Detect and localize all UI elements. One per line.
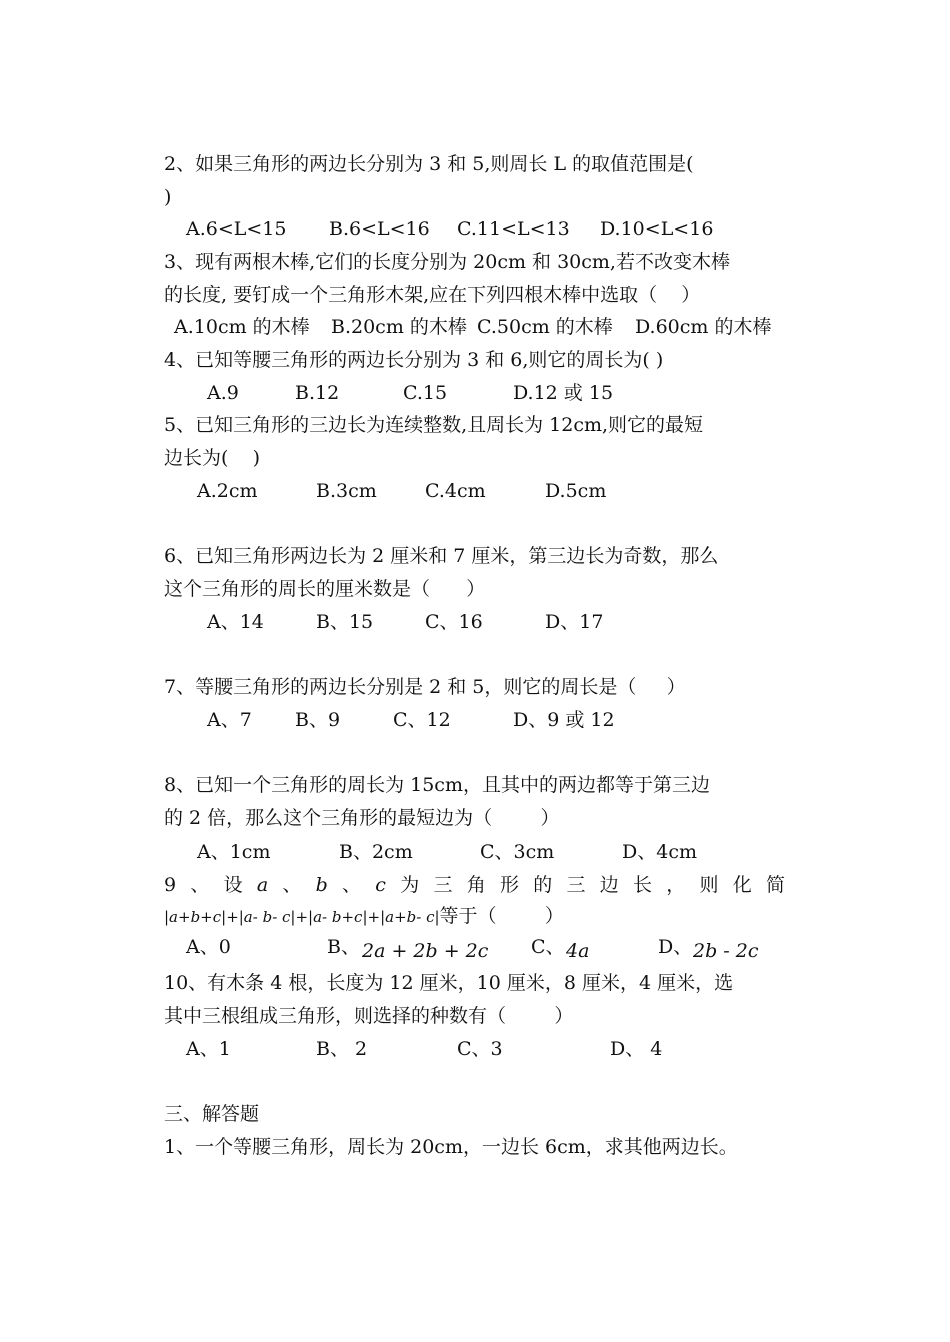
q2-option-d: D.10<L<16 [600,218,714,240]
q9-option-c-math: 4a [566,940,590,962]
q9-word: 设 [223,874,243,896]
q3-option-c: C.50cm 的木棒 [477,316,613,338]
q10-line1: 10、有木条 4 根，长度为 12 厘米，10 厘米，8 厘米，4 厘米，选 [164,972,734,994]
q9-word: ， [666,874,686,896]
q8-option-b: B、2cm [339,841,413,863]
q7-option-a: A、7 [207,709,252,731]
q6-option-a: A、14 [207,611,264,633]
q4-option-d: D.12 或 15 [513,382,614,404]
q2-option-a: A.6<L<15 [186,218,287,240]
q9-word: 化 [732,874,752,896]
q9-option-d-math: 2b - 2c [693,940,759,962]
q5-line1: 5、已知三角形的三边长为连续整数,且周长为 12cm,则它的最短 [164,414,704,436]
q8-line2: 的 2 倍，那么这个三角形的最短边为（ ） [164,807,560,829]
q7-option-d: D、9 或 12 [513,709,615,731]
q3-option-a: A.10cm 的木棒 [174,316,310,338]
q3-option-d: D.60cm 的木棒 [635,316,772,338]
q2-option-b: B.6<L<16 [329,218,430,240]
q9-option-b: B、 [327,936,360,958]
q10-option-d: D、 4 [610,1038,663,1060]
q9-option-d: D、 [658,936,693,958]
q3-line2: 的长度, 要钉成一个三角形木架,应在下列四根木棒中选取（ ） [164,284,701,306]
q6-option-c: C、16 [425,611,483,633]
q9-word: 简 [765,874,785,896]
q9-option-c: C、 [531,936,565,958]
q9-word: 形 [499,874,519,896]
q9-expression-tail: 等于（ ） [439,905,564,927]
q9-word: 为 [400,874,420,896]
q9-line1 [164,873,785,897]
q3-line1: 3、现有两根木棒,它们的长度分别为 20cm 和 30cm,若不改变木棒 [164,251,730,273]
q9-word: 三 [566,874,586,896]
q4-option-c: C.15 [403,382,448,404]
q9-option-a: A、0 [186,936,231,958]
q9-word: 、 [190,874,210,896]
q4-option-a: A.9 [207,382,239,404]
q6-line1: 6、已知三角形两边长为 2 厘米和 7 厘米，第三边长为奇数，那么 [164,545,719,567]
q10-option-b: B、 2 [316,1038,368,1060]
q9-word: 9 [164,874,177,896]
q10-option-c: C、3 [457,1038,503,1060]
q2-line2: ) [164,186,172,208]
q9-var-b: b [315,874,328,896]
q2-line1: 2、如果三角形的两边长分别为 3 和 5,则周长 L 的取值范围是( [164,153,694,175]
q9-var-c: c [375,874,386,896]
q9-word: 长 [632,874,652,896]
q9-word: 、 [342,874,362,896]
q5-option-c: C.4cm [425,480,486,502]
q5-line2: 边长为( ) [164,447,260,469]
q9-word: 则 [699,874,719,896]
q8-line1: 8、已知一个三角形的周长为 15cm，且其中的两边都等于第三边 [164,774,710,796]
q8-option-c: C、3cm [480,841,555,863]
q9-word: 边 [599,874,619,896]
section3-q1: 1、一个等腰三角形，周长为 20cm，一边长 6cm，求其他两边长。 [164,1136,738,1158]
q9-word: 角 [466,874,486,896]
q4-line1: 4、已知等腰三角形的两边长分别为 3 和 6,则它的周长为( ) [164,349,664,371]
q10-line2: 其中三根组成三角形，则选择的种数有（ ） [164,1005,574,1027]
q8-option-a: A、1cm [197,841,271,863]
q5-option-b: B.3cm [316,480,377,502]
q6-line2: 这个三角形的周长的厘米数是（ ） [164,578,486,600]
q5-option-d: D.5cm [545,480,607,502]
q9-option-b-math: 2a + 2b + 2c [362,940,489,962]
q6-option-d: D、17 [545,611,604,633]
q9-expression: |a+b+c|+|a- b- c|+|a- b+c|+|a+b- c| [164,908,440,926]
q2-option-c: C.11<L<13 [457,218,570,240]
q9-word: 、 [282,874,302,896]
q10-option-a: A、1 [186,1038,231,1060]
q6-option-b: B、15 [316,611,374,633]
q9-word: 三 [433,874,453,896]
q8-option-d: D、4cm [622,841,697,863]
q9-var-a: a [256,874,269,896]
q5-option-a: A.2cm [197,480,258,502]
q7-line1: 7、等腰三角形的两边长分别是 2 和 5，则它的周长是（ ） [164,676,686,698]
section3-title: 三、解答题 [164,1103,260,1125]
q4-option-b: B.12 [295,382,340,404]
q7-option-c: C、12 [393,709,451,731]
q3-option-b: B.20cm 的木棒 [331,316,467,338]
q9-word: 的 [533,874,553,896]
q7-option-b: B、9 [295,709,341,731]
q9-line2 [164,904,564,929]
